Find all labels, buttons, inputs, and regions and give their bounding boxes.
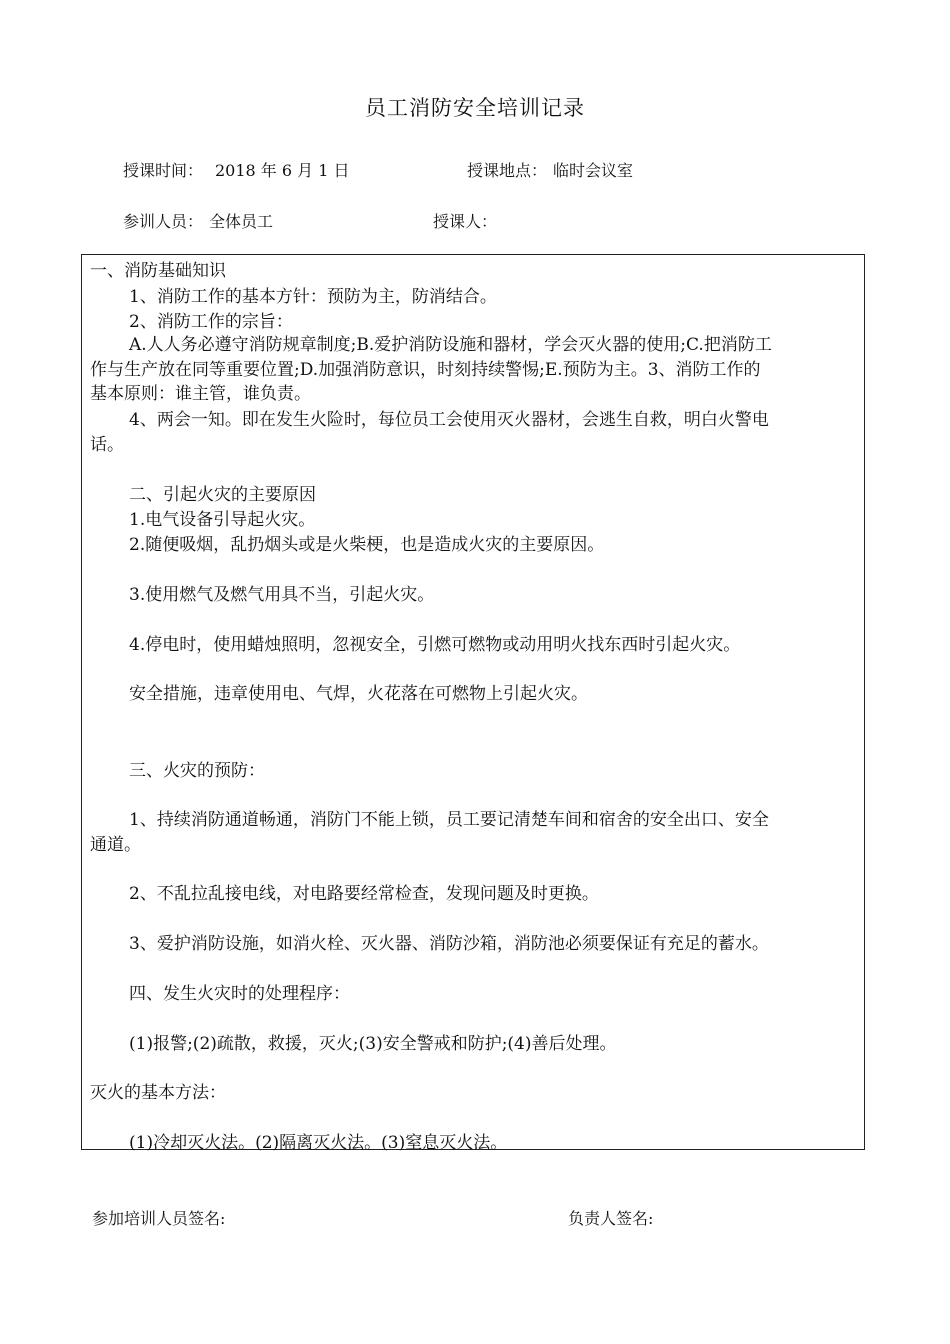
- section-4-heading: 四、发生火灾时的处理程序：: [129, 984, 350, 1004]
- section-2-item-4: 4.停电时，使用蜡烛照明，忽视安全，引燃可燃物或动用明火找东西时引起火灾。: [129, 635, 741, 655]
- attendees-label: 参训人员：: [123, 212, 204, 231]
- section-2-item-1: 1.电气设备引导起火灾。: [129, 510, 316, 530]
- section-1-item-1: 1、消防工作的基本方针：预防为主，防消结合。: [129, 287, 497, 307]
- section-1-item-3-line-1: A.人人务必遵守消防规章制度;B.爱护消防设施和器材，学会灭火器的使用;C.把消防工: [129, 335, 772, 355]
- section-2-heading: 二、引起火灾的主要原因: [129, 485, 316, 505]
- time-label: 授课时间：: [123, 161, 204, 180]
- section-1-item-2: 2、消防工作的宗旨：: [129, 312, 293, 332]
- section-1-item-3-line-2: 作与生产放在同等重要位置;D.加强消防意识，时刻持续警惕;E.预防为主。3、消防工作的: [90, 360, 761, 380]
- section-3-item-1-line-1: 1、持续消防通道畅通，消防门不能上锁，员工要记清楚车间和宿舍的安全出口、安全: [129, 810, 769, 830]
- content-box: [81, 254, 865, 1153]
- section-1-item-4-line-1: 4、两会一知。即在发生火险时，每位员工会使用灭火器材，会逃生自救，明白火警电: [129, 410, 769, 430]
- section-3-item-1-line-2: 通道。: [90, 835, 141, 855]
- page-title: 员工消防安全培训记录: [365, 96, 585, 120]
- section-3-item-2: 2、不乱拉乱接电线，对电路要经常检查，发现问题及时更换。: [129, 884, 599, 904]
- participants-signature-label: 参加培训人员签名:: [92, 1209, 226, 1228]
- time-value: 2018 年 6 月 1 日: [215, 161, 350, 180]
- place-label: 授课地点：: [467, 161, 548, 180]
- section-5-heading: 灭火的基本方法：: [90, 1083, 226, 1103]
- section-5-item-1: (1)冷却灭火法。(2)隔离灭火法。(3)窒息灭火法。: [129, 1133, 508, 1153]
- place-value: 临时会议室: [553, 161, 634, 180]
- section-1-item-3-line-3: 基本原则：谁主管，谁负责。: [90, 384, 311, 404]
- section-1-heading: 一、消防基础知识: [90, 261, 226, 281]
- section-1-item-4-line-2: 话。: [90, 435, 124, 455]
- section-3-item-3: 3、爱护消防设施，如消火栓、灭火器、消防沙箱，消防池必须要保证有充足的蓄水。: [129, 934, 769, 954]
- section-2-item-5: 安全措施，违章使用电、气焊，火花落在可燃物上引起火灾。: [129, 684, 588, 704]
- leader-signature-label: 负责人签名:: [568, 1209, 654, 1228]
- section-3-heading: 三、火灾的预防：: [129, 761, 265, 781]
- teacher-label: 授课人：: [433, 212, 498, 231]
- section-2-item-3: 3.使用燃气及燃气用具不当，引起火灾。: [129, 585, 435, 605]
- section-4-item-1: (1)报警;(2)疏散，救援，灭火;(3)安全警戒和防护;(4)善后处理。: [129, 1034, 617, 1054]
- section-2-item-2: 2.随便吸烟，乱扔烟头或是火柴梗，也是造成火灾的主要原因。: [129, 535, 605, 555]
- attendees-value: 全体员工: [209, 212, 274, 231]
